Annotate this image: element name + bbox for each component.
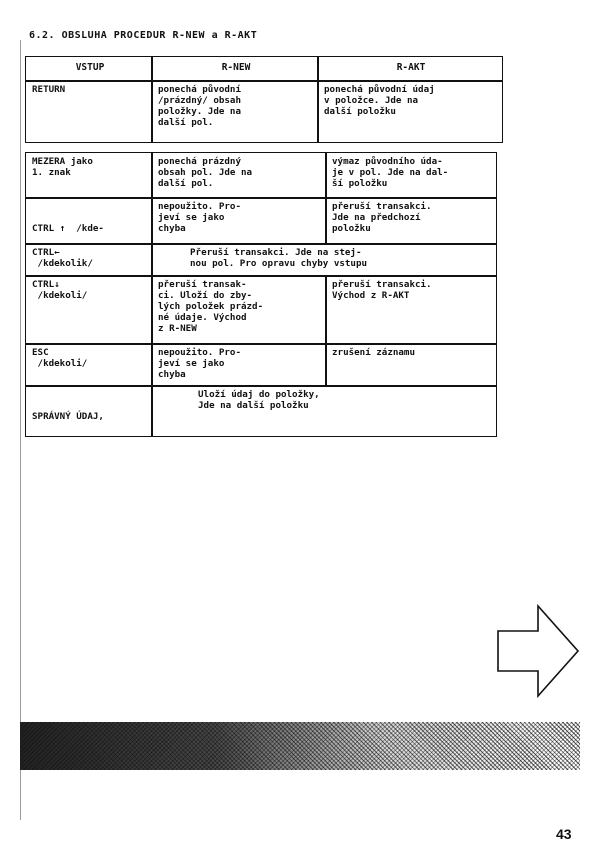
row-ctrl-up-vstup	[25, 197, 153, 245]
row-mezera-rakt: výmaz původního úda- je v pol. Jde na dal- ší položku	[325, 152, 497, 199]
header-vstup: VSTUP	[25, 56, 153, 82]
row-ctrl-up-vstup-line1: CTRL ↑ /kde-	[32, 223, 104, 234]
row-return-vstup: RETURN	[25, 80, 153, 143]
row-spravny-udaj-vstup	[25, 385, 153, 437]
header-rakt: R-AKT	[317, 56, 503, 82]
row-ctrl-left-merged: Přeruší transakci. Jde na stej- nou pol. Pro opravu chyby vstupu	[151, 243, 497, 277]
page-number: 43	[556, 826, 572, 842]
left-margin-line	[20, 40, 21, 820]
next-page-arrow-icon	[496, 604, 580, 698]
row-ctrl-down-rnew: přeruší transak- ci. Uloží do zby- lých položek prázd- né údaje. Východ z R-NEW	[151, 275, 327, 345]
row-mezera-rnew: ponechá prázdný obsah pol. Jde na další pol.	[151, 152, 327, 199]
row-esc-rnew: nepoužito. Pro- jeví se jako chyba	[151, 343, 327, 387]
row-mezera-vstup: MEZERA jako 1. znak	[25, 152, 153, 199]
row-spravny-udaj-merged: Uloží údaj do položky, Jde na další položku	[151, 385, 497, 437]
row-esc-vstup: ESC /kdekoli/	[25, 343, 153, 387]
section-heading: 6.2. OBSLUHA PROCEDUR R-NEW a R-AKT	[29, 30, 258, 41]
row-ctrl-down-rakt: přeruší transakci. Východ z R-AKT	[325, 275, 497, 345]
row-spravny-udaj-line1: SPRÁVNÝ ÚDAJ,	[32, 411, 104, 422]
row-ctrl-up-rnew: nepoužito. Pro- jeví se jako chyba	[151, 197, 327, 245]
row-return-rnew: ponechá původní /prázdný/ obsah položky. Jde na další pol.	[151, 80, 319, 143]
halftone-band	[20, 722, 580, 770]
row-ctrl-left-vstup: CTRL← /kdekolik/	[25, 243, 153, 277]
header-rnew: R-NEW	[151, 56, 319, 82]
row-ctrl-up-rakt: přeruší transakci. Jde na předchozí položku	[325, 197, 497, 245]
row-esc-rakt: zrušení záznamu	[325, 343, 497, 387]
row-ctrl-down-vstup: CTRL↓ /kdekoli/	[25, 275, 153, 345]
row-return-rakt: ponechá původní údaj v položce. Jde na další položku	[317, 80, 503, 143]
